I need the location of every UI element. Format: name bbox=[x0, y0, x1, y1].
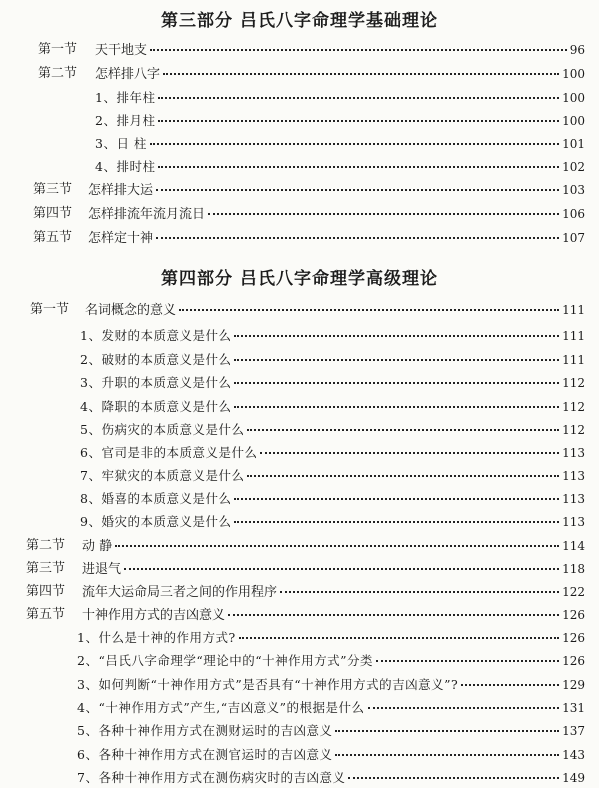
toc-entry-title: 1、什么是十神的作用方式? bbox=[77, 630, 236, 645]
toc-entry-title: 动 静 bbox=[82, 539, 113, 554]
toc-subitem-entry bbox=[95, 157, 585, 177]
toc-page-number: 101 bbox=[562, 137, 585, 151]
dot-leader bbox=[335, 730, 559, 732]
toc-entry-title: 4、降职的本质意义是什么 bbox=[80, 399, 232, 414]
toc-entry-title: 1、排年柱 bbox=[95, 90, 156, 105]
toc-section-label: 第二节 bbox=[38, 66, 78, 81]
dot-leader bbox=[179, 309, 559, 311]
toc-entry-title: 怎样排大运 bbox=[88, 183, 154, 198]
toc-page-number: 100 bbox=[562, 67, 585, 81]
dot-leader bbox=[150, 143, 559, 145]
toc-subitem-entry bbox=[80, 420, 585, 440]
dot-leader bbox=[158, 97, 559, 99]
toc-entry-title: 3、升职的本质意义是什么 bbox=[80, 375, 232, 390]
toc-subitem-entry bbox=[80, 512, 585, 532]
dot-leader bbox=[234, 521, 559, 523]
dot-leader bbox=[158, 120, 559, 122]
toc-entry-title: 3、如何判断“十神作用方式”是否具有“十神作用方式的吉凶意义”? bbox=[77, 677, 459, 692]
toc-page-number: 129 bbox=[562, 678, 585, 692]
toc-section-entry bbox=[26, 536, 585, 556]
toc-page-number: 107 bbox=[562, 231, 585, 245]
toc-section-entry bbox=[33, 180, 585, 200]
toc-section-entry bbox=[26, 605, 585, 625]
toc-subitem-entry bbox=[80, 373, 585, 393]
toc-page-number: 114 bbox=[562, 539, 585, 553]
toc-page-number: 137 bbox=[562, 724, 585, 738]
dot-leader bbox=[247, 475, 559, 477]
toc-section-label: 第五节 bbox=[33, 230, 73, 245]
dot-leader bbox=[124, 568, 559, 570]
dot-leader bbox=[115, 545, 559, 547]
toc-page-number: 126 bbox=[562, 654, 585, 668]
dot-leader bbox=[163, 73, 559, 75]
toc-page-number: 126 bbox=[562, 608, 585, 622]
toc-subitem-entry bbox=[80, 489, 585, 509]
toc-page-number: 96 bbox=[569, 43, 585, 57]
dot-leader bbox=[156, 237, 559, 239]
toc-subitem-entry bbox=[80, 350, 585, 370]
dot-leader bbox=[208, 213, 559, 215]
dot-leader bbox=[376, 660, 559, 662]
dot-leader bbox=[260, 452, 559, 454]
toc-section-entry bbox=[33, 228, 585, 248]
dot-leader bbox=[228, 614, 559, 616]
toc-page-number: 106 bbox=[562, 207, 585, 221]
toc-subitem-entry bbox=[80, 326, 585, 346]
toc-entry-title: 6、官司是非的本质意义是什么 bbox=[80, 445, 258, 460]
toc-subitem-entry bbox=[77, 675, 585, 695]
toc-page-number: 100 bbox=[562, 114, 585, 128]
toc-section-entry bbox=[26, 582, 585, 602]
toc-page-number: 122 bbox=[562, 585, 585, 599]
dot-leader bbox=[234, 359, 559, 361]
dot-leader bbox=[156, 189, 559, 191]
part4-title: 第四部分 吕氏八字命理学高级理论 bbox=[161, 269, 438, 289]
dot-leader bbox=[234, 498, 559, 500]
toc-entry-title: 进退气 bbox=[82, 562, 122, 577]
toc-section-label: 第一节 bbox=[38, 42, 78, 57]
dot-leader bbox=[150, 49, 567, 51]
toc-section-label: 第四节 bbox=[26, 584, 66, 599]
toc-page-number: 113 bbox=[562, 515, 585, 529]
toc-page-number: 112 bbox=[562, 400, 585, 414]
toc-entry-title: 十神作用方式的吉凶意义 bbox=[82, 608, 226, 623]
toc-section-entry bbox=[33, 204, 585, 224]
toc-entry-title: 2、“吕氏八字命理学“理论中的“十神作用方式”分类 bbox=[77, 653, 374, 668]
toc-entry-title: 8、婚喜的本质意义是什么 bbox=[80, 491, 232, 506]
dot-leader bbox=[234, 406, 559, 408]
toc-page-number: 113 bbox=[562, 446, 585, 460]
toc-section-entry bbox=[30, 300, 585, 320]
dot-leader bbox=[280, 591, 559, 593]
toc-entry-title: 5、各种十神作用方式在测财运时的吉凶意义 bbox=[77, 723, 333, 738]
toc-entry-title: 名词概念的意义 bbox=[85, 303, 177, 318]
toc-subitem-entry bbox=[80, 443, 585, 463]
toc-subitem-entry bbox=[80, 397, 585, 417]
dot-leader bbox=[348, 777, 559, 779]
toc-page-number: 103 bbox=[562, 183, 585, 197]
toc-section-entry bbox=[26, 559, 585, 579]
toc-section-label: 第四节 bbox=[33, 206, 73, 221]
toc-subitem-entry bbox=[77, 768, 585, 788]
toc-page-number: 111 bbox=[562, 303, 585, 317]
toc-entry-title: 1、发财的本质意义是什么 bbox=[80, 328, 232, 343]
toc-entry-title: 9、婚灾的本质意义是什么 bbox=[80, 514, 232, 529]
toc-page-number: 126 bbox=[562, 631, 585, 645]
toc-entry-title: 怎样排流年流月流日 bbox=[88, 207, 206, 222]
toc-entry-title: 流年大运命局三者之间的作用程序 bbox=[82, 585, 278, 600]
dot-leader bbox=[247, 429, 559, 431]
toc-page-number: 112 bbox=[562, 376, 585, 390]
toc-subitem-entry bbox=[77, 628, 585, 648]
toc-page-number: 131 bbox=[562, 701, 585, 715]
dot-leader bbox=[158, 166, 559, 168]
toc-entry-title: 6、各种十神作用方式在测官运时的吉凶意义 bbox=[77, 747, 333, 762]
dot-leader bbox=[335, 754, 559, 756]
toc-page-number: 102 bbox=[562, 160, 585, 174]
toc-entry-title: 天干地支 bbox=[95, 43, 148, 58]
toc-entry-title: 怎样定十神 bbox=[88, 231, 154, 246]
toc-entry-title: 4、“十神作用方式”产生,“吉凶意义”的根据是什么 bbox=[77, 700, 365, 715]
toc-subitem-entry bbox=[80, 466, 585, 486]
toc-entry-title: 7、各种十神作用方式在测伤病灾时的吉凶意义 bbox=[77, 770, 346, 785]
toc-entry-title: 2、破财的本质意义是什么 bbox=[80, 352, 232, 367]
toc-page-number: 111 bbox=[562, 353, 585, 367]
toc-page-number: 112 bbox=[562, 423, 585, 437]
toc-page-number: 149 bbox=[562, 771, 585, 785]
dot-leader bbox=[461, 684, 559, 686]
dot-leader bbox=[239, 637, 559, 639]
toc-page-number: 111 bbox=[562, 329, 585, 343]
toc-subitem-entry bbox=[77, 651, 585, 671]
dot-leader bbox=[368, 707, 560, 709]
part3-title: 第三部分 吕氏八字命理学基础理论 bbox=[161, 11, 438, 31]
toc-entry-title: 3、日 柱 bbox=[95, 136, 147, 151]
toc-page-number: 100 bbox=[562, 91, 585, 105]
toc-page-number: 113 bbox=[562, 469, 585, 483]
toc-subitem-entry bbox=[95, 134, 585, 154]
toc-page-number: 113 bbox=[562, 492, 585, 506]
dot-leader bbox=[234, 335, 559, 337]
toc-subitem-entry bbox=[95, 111, 585, 131]
toc-page-number: 118 bbox=[562, 562, 585, 576]
toc-entry-title: 7、牢狱灾的本质意义是什么 bbox=[80, 468, 245, 483]
toc-entry-title: 4、排时柱 bbox=[95, 159, 156, 174]
toc-section-label: 第一节 bbox=[30, 302, 70, 317]
toc-entry-title: 5、伤病灾的本质意义是什么 bbox=[80, 422, 245, 437]
toc-section-entry bbox=[38, 40, 585, 60]
toc-section-label: 第三节 bbox=[26, 561, 66, 576]
toc-section-entry bbox=[38, 64, 585, 84]
toc-section-label: 第五节 bbox=[26, 607, 66, 622]
toc-section-label: 第二节 bbox=[26, 538, 66, 553]
toc-subitem-entry bbox=[77, 721, 585, 741]
toc-page-number: 143 bbox=[562, 748, 585, 762]
toc-subitem-entry bbox=[77, 698, 585, 718]
dot-leader bbox=[234, 382, 559, 384]
toc-section-label: 第三节 bbox=[33, 182, 73, 197]
toc-subitem-entry bbox=[95, 88, 585, 108]
toc-entry-title: 2、排月柱 bbox=[95, 113, 156, 128]
toc-subitem-entry bbox=[77, 745, 585, 765]
toc-entry-title: 怎样排八字 bbox=[95, 67, 161, 82]
